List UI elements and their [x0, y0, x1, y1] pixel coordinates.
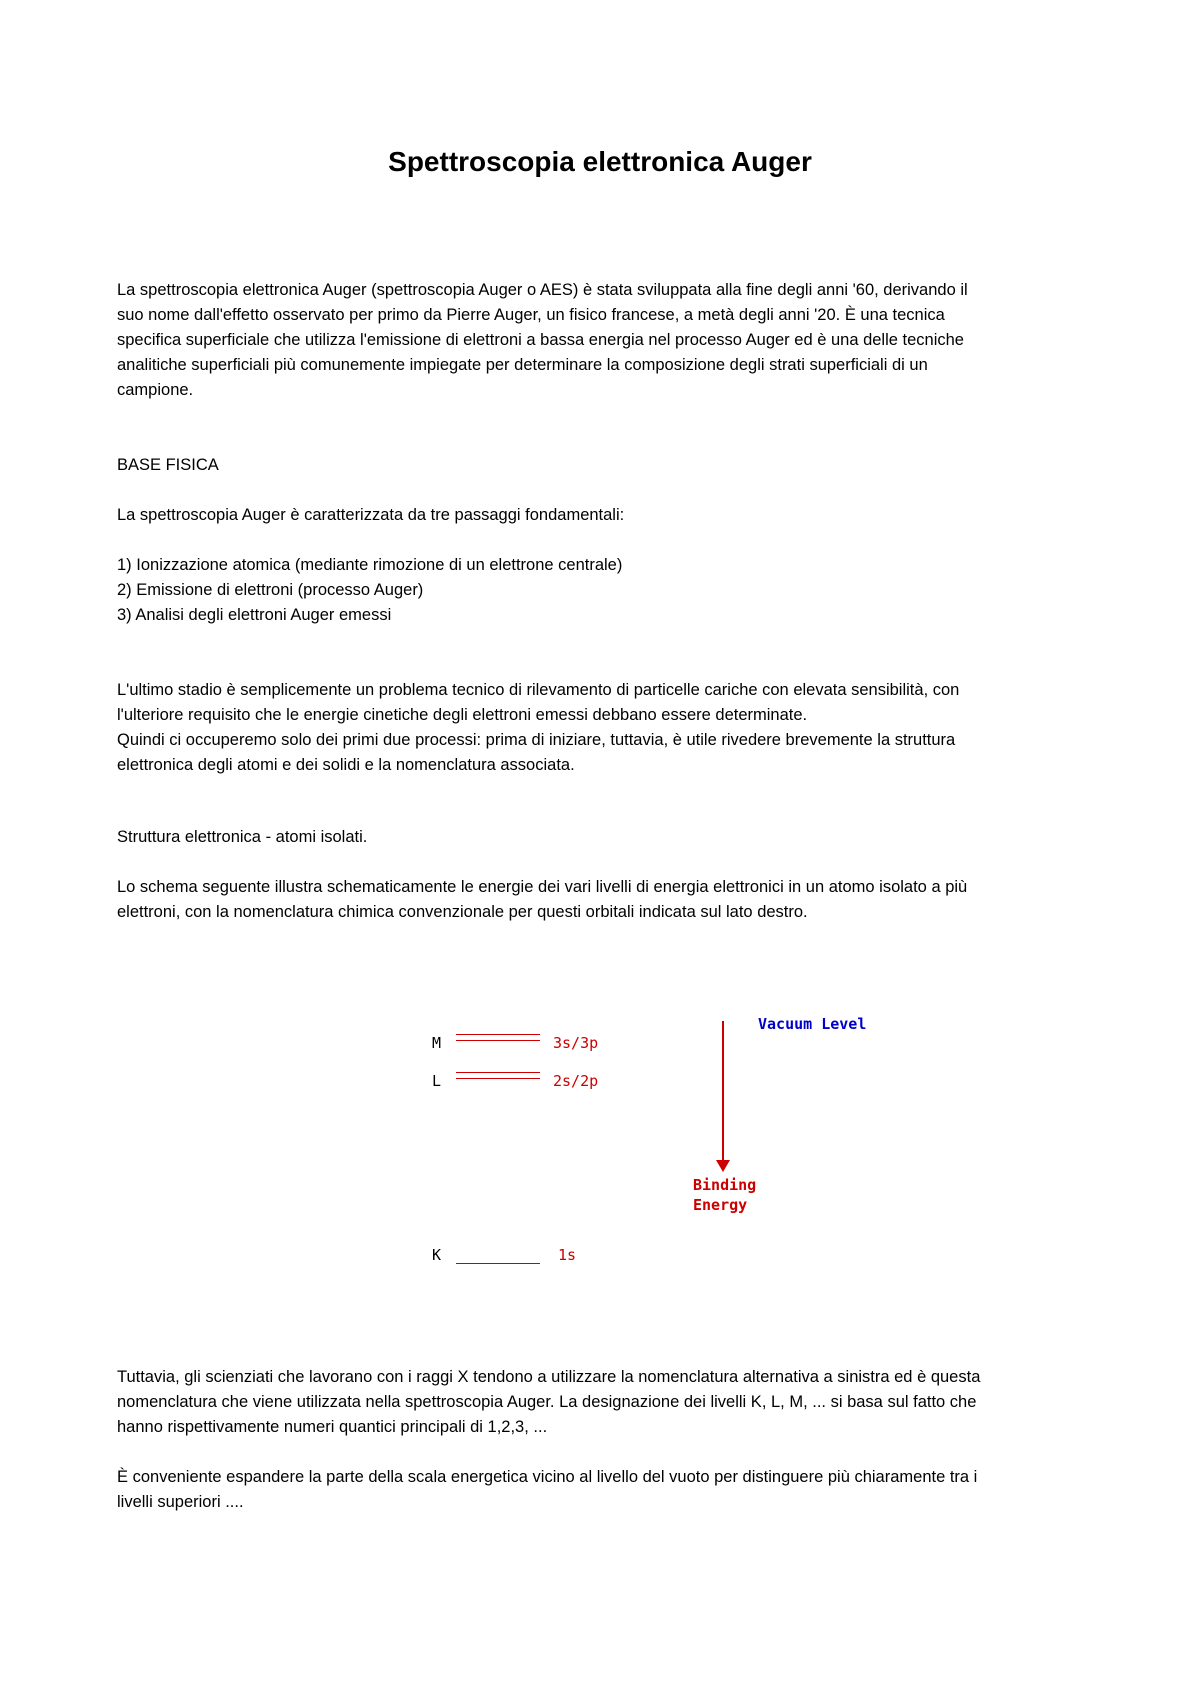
section-heading [117, 453, 1087, 478]
intro-line: analitiche superficiali più comunemente impiegate per determinare la composizione degli strati superficiali di un [117, 356, 928, 374]
binding-energy-label [693, 1175, 756, 1215]
level-line-m-upper [456, 1034, 540, 1035]
level-line-m-lower [456, 1040, 540, 1041]
intro-line: La spettroscopia elettronica Auger (spettroscopia Auger o AES) è stata sviluppata alla fine degli anni '60, derivando il [117, 281, 968, 299]
paragraph-line: È conveniente espandere la parte della scala energetica vicino al livello del vuoto per distinguere più chiaramente tra i [117, 1468, 978, 1486]
level-letter-l: L [432, 1072, 442, 1090]
paragraph-line: elettronica degli atomi e dei solidi e la nomenclatura associata. [117, 756, 575, 774]
paragraph-line: Lo schema seguente illustra schematicamente le energie dei vari livelli di energia elettronici in un atomo isolato a più [117, 878, 968, 896]
step-item: 2) Emissione di elettroni (processo Auger) [117, 581, 424, 599]
step-item: 3) Analisi degli elettroni Auger emessi [117, 606, 392, 624]
page-title: Spettroscopia elettronica Auger [388, 146, 812, 177]
schema-paragraph [117, 875, 1087, 925]
paragraph-line: elettroni, con la nomenclatura chimica convenzionale per questi orbitali indicata sul lato destro. [117, 903, 808, 921]
intro-paragraph [117, 278, 1087, 403]
binding-label-line-1: Binding [693, 1176, 757, 1194]
xray-paragraph [117, 1365, 1087, 1440]
vacuum-level-label: Vacuum Level [758, 1015, 867, 1033]
intro-line: suo nome dall'effetto osservato per primo da Pierre Auger, un fisico francese, a metà degli anni '20. È una tecnica [117, 306, 945, 324]
energy-level-diagram [420, 1010, 920, 1300]
level-line-l-upper [456, 1072, 540, 1073]
subheading [117, 825, 1087, 850]
expand-paragraph [117, 1465, 1087, 1515]
paragraph-line: L'ultimo stadio è semplicemente un problema tecnico di rilevamento di particelle cariche con elevata sensibilità, con [117, 681, 960, 699]
binding-energy-arrow-head-icon [716, 1160, 730, 1172]
steps-intro-text: La spettroscopia Auger è caratterizzata da tre passaggi fondamentali: [117, 506, 625, 524]
level-line-k [456, 1263, 540, 1264]
paragraph-line: nomenclatura che viene utilizzata nella spettroscopia Auger. La designazione dei livelli K, L, M, ... si basa sul fatto che [117, 1393, 977, 1411]
steps-list [117, 553, 1087, 628]
paragraph-line: Quindi ci occuperemo solo dei primi due processi: prima di iniziare, tuttavia, è utile rivedere brevemente la struttura [117, 731, 956, 749]
orbital-label-1s: 1s [558, 1246, 577, 1264]
binding-label-line-2: Energy [693, 1196, 748, 1214]
paragraph-line: Tuttavia, gli scienziati che lavorano con i raggi X tendono a utilizzare la nomenclatura alternativa a sinistra ed è questa [117, 1368, 981, 1386]
last-stage-paragraph [117, 678, 1087, 778]
orbital-label-3s3p: 3s/3p [553, 1034, 599, 1052]
subheading-text: Struttura elettronica - atomi isolati. [117, 828, 368, 846]
paragraph-line: l'ulteriore requisito che le energie cinetiche degli elettroni emessi debbano essere determinate. [117, 706, 808, 724]
level-letter-m: M [432, 1034, 442, 1052]
section-heading-text: BASE FISICA [117, 456, 219, 474]
level-line-l-lower [456, 1078, 540, 1079]
binding-energy-arrow-shaft [722, 1021, 724, 1161]
orbital-label-2s2p: 2s/2p [553, 1072, 599, 1090]
steps-intro [117, 503, 1087, 528]
intro-line: specifica superficiale che utilizza l'emissione di elettroni a bassa energia nel processo Auger ed è una delle tecniche [117, 331, 964, 349]
step-item: 1) Ionizzazione atomica (mediante rimozione di un elettrone centrale) [117, 556, 623, 574]
level-letter-k: K [432, 1246, 442, 1264]
intro-line: campione. [117, 381, 194, 399]
paragraph-line: livelli superiori .... [117, 1493, 244, 1511]
paragraph-line: hanno rispettivamente numeri quantici principali di 1,2,3, ... [117, 1418, 548, 1436]
